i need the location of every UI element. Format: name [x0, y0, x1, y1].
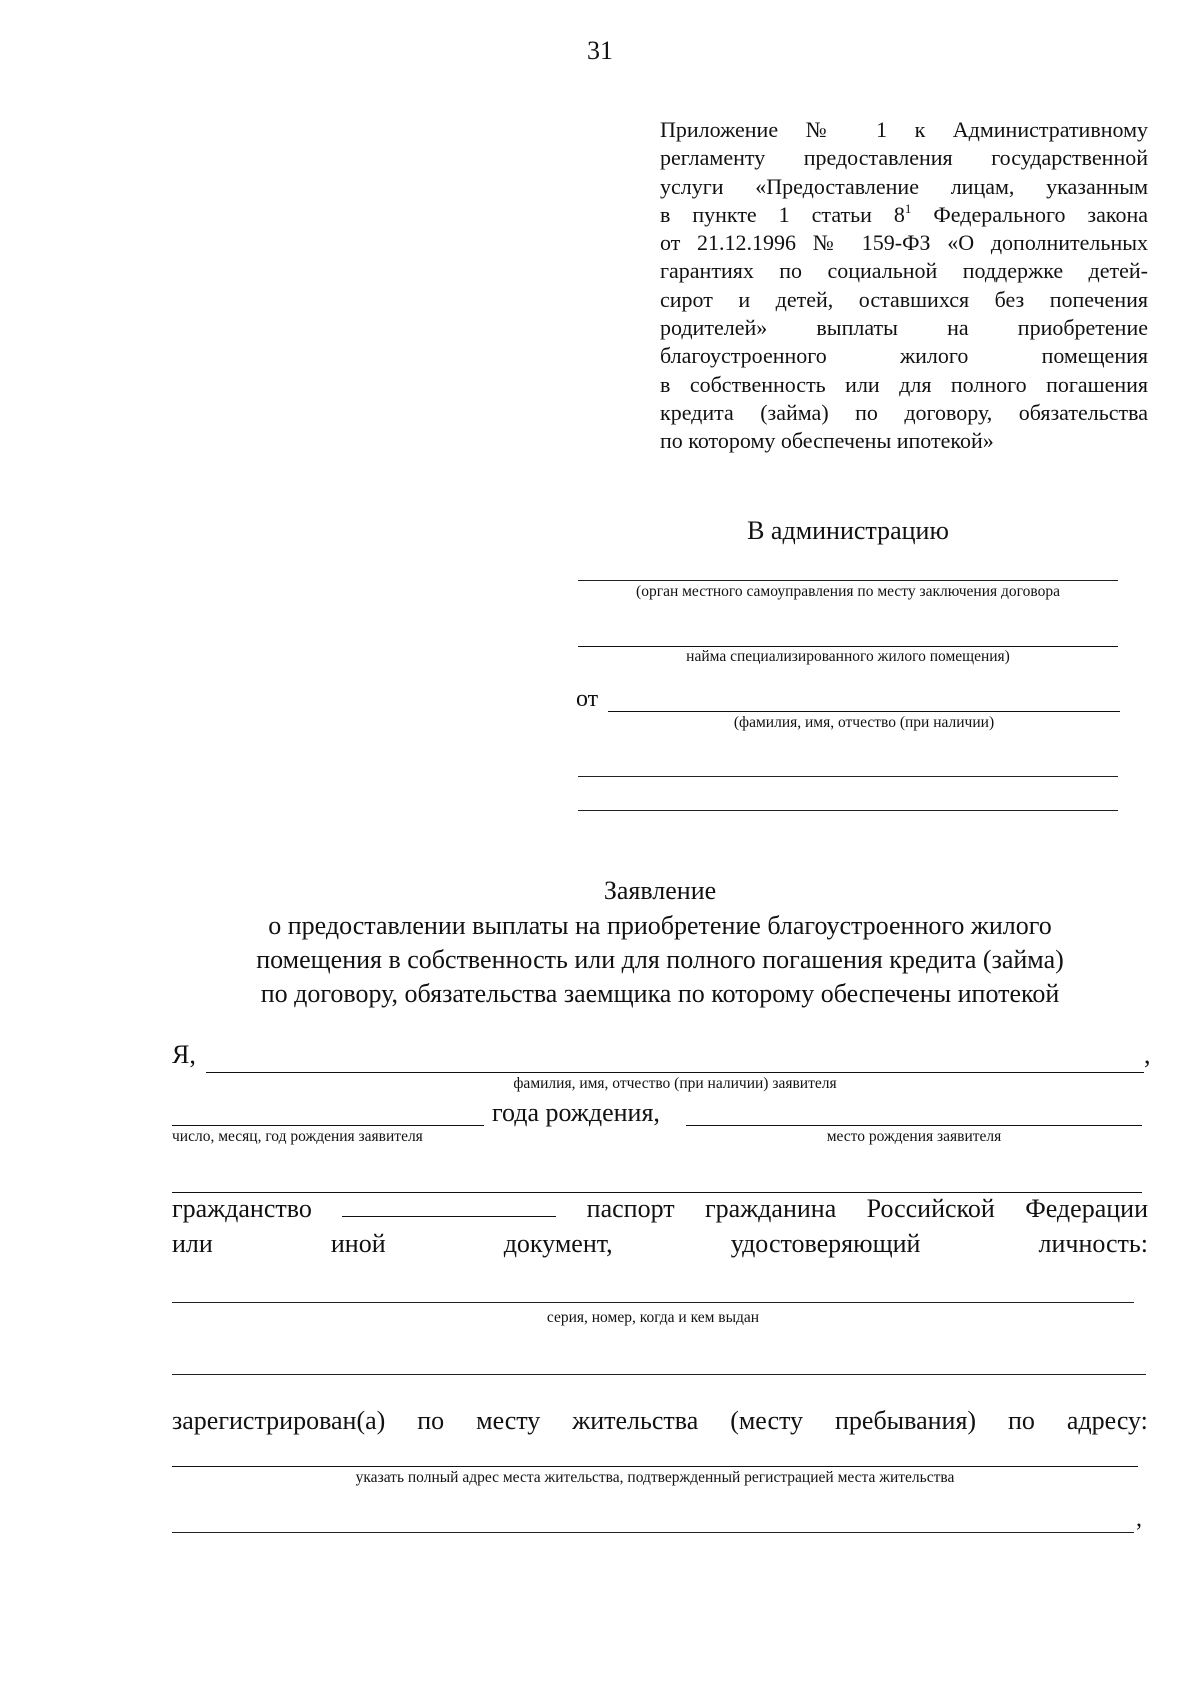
birth-year-label: года рождения, [492, 1098, 660, 1127]
registration-row [172, 1406, 1148, 1436]
address-continuation-line[interactable] [172, 1532, 1134, 1533]
registration-word: зарегистрирован(а) [172, 1406, 386, 1435]
appendix-line: родителей» выплаты на приобретение [660, 315, 1148, 341]
citizenship-word: паспорт [586, 1194, 675, 1223]
from-label: от [576, 686, 599, 712]
document-word: иной [330, 1229, 386, 1258]
citizenship-word: гражданина [705, 1194, 837, 1223]
authority-field-line-2[interactable] [578, 646, 1118, 647]
appendix-line: Приложение № 1 к Административному [660, 117, 1148, 142]
page-number: 31 [587, 36, 613, 65]
comma: , [1144, 1040, 1151, 1069]
birth-place-field-line[interactable] [686, 1125, 1142, 1126]
appendix-line: кредита (займа) по договору, обязательства [660, 399, 1148, 425]
citizenship-word: гражданство [172, 1194, 312, 1223]
birth-date-field-line[interactable] [172, 1125, 484, 1126]
registration-word: адресу: [1066, 1406, 1148, 1435]
birth-date-hint: число, месяц, год рождения заявителя [172, 1128, 423, 1145]
registration-word: (месту [730, 1406, 804, 1435]
address-hint: указать полный адрес места жительства, подтвержденный регистрацией места жительства [355, 1469, 955, 1486]
applicant-name-hint: фамилия, имя, отчество (при наличии) заявителя [513, 1075, 837, 1092]
passport-field-line[interactable] [172, 1302, 1134, 1303]
registration-word: по [417, 1406, 445, 1435]
authority-hint: (орган местного самоуправления по месту заключения договора [636, 583, 1060, 600]
document-row [172, 1229, 1148, 1259]
citizenship-word: Федерации [1025, 1194, 1148, 1223]
from-name-hint: (фамилия, имя, отчество (при наличии) [733, 714, 995, 731]
appendix-text: в пункте 1 статьи 8 [660, 201, 905, 227]
address-field-line-full[interactable] [172, 1466, 1138, 1467]
birth-place-hint: место рождения заявителя [826, 1128, 1002, 1145]
applicant-name-field-line[interactable] [206, 1072, 1144, 1073]
authority-hint-2: найма специализированного жилого помещения) [686, 648, 1010, 665]
from-name-field-line[interactable] [608, 711, 1120, 712]
registration-word: по [1008, 1406, 1035, 1435]
birth-place-continuation-line[interactable] [172, 1192, 1142, 1193]
appendix-note [660, 116, 1148, 456]
appendix-line: гарантиях по социальной поддержке детей- [660, 258, 1148, 284]
citizenship-word: Российской [866, 1194, 995, 1223]
appendix-line: благоустроенного жилого помещения [660, 343, 1148, 369]
statement-subtitle-line: по договору, обязательства заемщика по которому обеспечены ипотекой [260, 979, 1060, 1008]
registration-word: месту [476, 1406, 541, 1435]
registration-word: жительства [572, 1406, 699, 1435]
appendix-line: сирот и детей, оставшихся без попечения [660, 286, 1148, 312]
registration-word: пребывания) [834, 1406, 977, 1435]
superscript: 1 [904, 200, 912, 216]
document-word: документ, [503, 1229, 613, 1258]
appendix-line: услуги «Предоставление лицам, указанным [660, 173, 1148, 199]
addressee-title: В администрацию [747, 516, 949, 545]
address-field-line-2[interactable] [578, 810, 1118, 811]
address-field-line[interactable] [578, 776, 1118, 777]
authority-field-line[interactable] [578, 580, 1118, 581]
passport-hint: серия, номер, когда и кем выдан [546, 1309, 760, 1326]
appendix-line: в собственность или для полного погашения [660, 371, 1148, 397]
appendix-line: регламенту предоставления государственной [660, 145, 1148, 171]
document-word: удостоверяющий [730, 1229, 921, 1258]
document-word: личность: [1038, 1229, 1148, 1258]
statement-title: Заявление [603, 876, 717, 905]
appendix-text: Федерального закона [911, 201, 1148, 227]
statement-subtitle-line: помещения в собственность или для полного погашения кредита (займа) [256, 945, 1064, 974]
passport-continuation-line[interactable] [172, 1374, 1146, 1375]
document-word: или [172, 1229, 213, 1258]
appendix-line: от 21.12.1996 № 159-ФЗ «О дополнительных [660, 230, 1148, 256]
citizenship-field-line[interactable] [342, 1194, 556, 1217]
appendix-line [660, 201, 1148, 229]
i-label: Я, [172, 1040, 196, 1069]
appendix-line: по которому обеспечены ипотекой» [660, 428, 994, 454]
end-comma: , [1136, 1506, 1142, 1532]
statement-subtitle-line: о предоставлении выплаты на приобретение благоустроенного жилого [268, 911, 1052, 940]
citizenship-row [172, 1194, 1148, 1224]
